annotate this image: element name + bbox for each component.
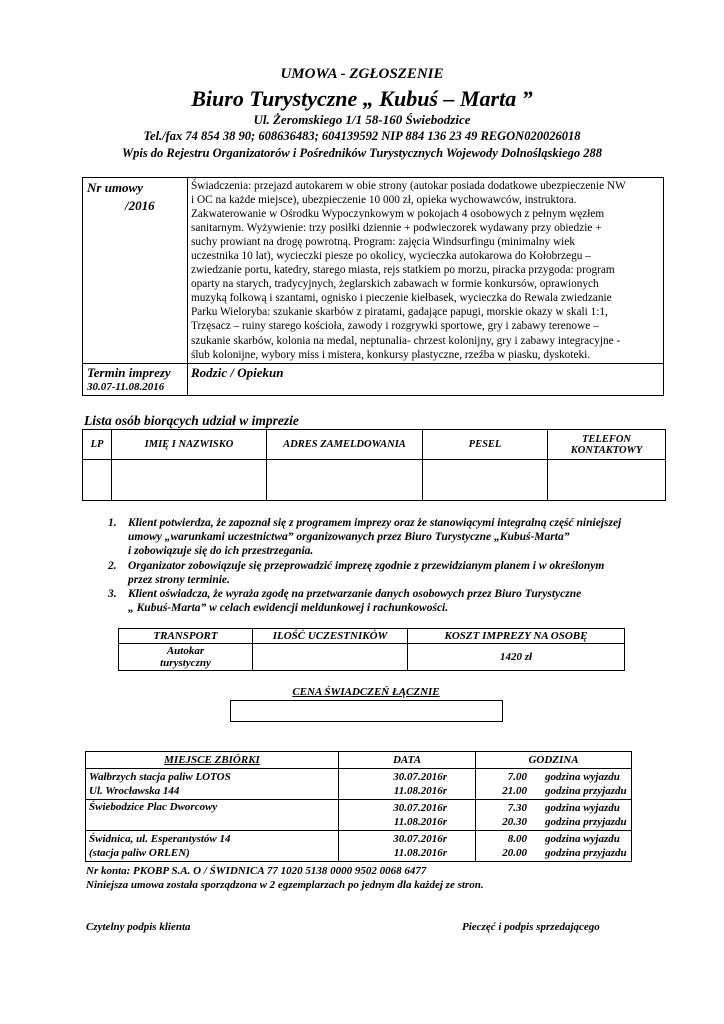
pickup-dates bbox=[339, 800, 476, 831]
address-input[interactable] bbox=[267, 460, 423, 501]
clause-line: „ Kubuś-Marta” w celach ewidencji meldunkowej i rachunkowości. bbox=[128, 602, 449, 615]
date-value: 30.07.2016r bbox=[393, 802, 447, 814]
total-price-field[interactable] bbox=[230, 700, 503, 722]
time-note: godzina wyjazdu bbox=[545, 833, 620, 845]
place-line: Wałbrzych stacja paliw LOTOS bbox=[89, 771, 231, 783]
pickup-times bbox=[476, 800, 632, 831]
bank-account: Nr konta: PKOBP S.A. O / ŚWIDNICA 77 1020 5138 0000 9502 0068 6477 bbox=[86, 865, 427, 877]
pickup-row bbox=[86, 831, 632, 862]
services-line: muzyką folkową i szantami, ognisko i pieczenie kiełbasek, wycieczka do Rewala zwiedzanie bbox=[191, 292, 612, 305]
seller-signature-label: Pieczęć i podpis sprzedającego bbox=[462, 921, 600, 933]
col-address: ADRES ZAMELDOWANIA bbox=[267, 430, 423, 460]
pickup-place-header: MIEJSCE ZBIÓRKI bbox=[86, 752, 339, 769]
transport-header: TRANSPORT bbox=[119, 629, 253, 644]
clause-line: i zobowiązuje się do ich przestrzegania. bbox=[128, 545, 314, 558]
col-phone: TELEFON KONTAKTOWY bbox=[548, 430, 666, 460]
transport-value: Autokar turystyczny bbox=[119, 644, 253, 671]
services-line: Trzęsacz – ruiny starego kościoła, zawody i rozgrywki sportowe, gry i zabawy terenowe – bbox=[191, 320, 599, 333]
company-contact: Tel./fax 74 854 38 90; 608636483; 604139592 NIP 884 136 23 49 REGON020026018 bbox=[143, 129, 581, 143]
copies-note: Niniejsza umowa została sporządzona w 2 egzemplarzach po jednym dla każdej ze stron. bbox=[86, 879, 484, 891]
company-name: Biuro Turystyczne „ Kubuś – Marta ” bbox=[191, 86, 533, 111]
time-note: godzina wyjazdu bbox=[545, 771, 620, 783]
clause-number: 1. bbox=[108, 517, 117, 529]
contract-number-year: /2016 bbox=[125, 198, 155, 213]
participants-heading: Lista osób biorących udział w imprezie bbox=[84, 413, 299, 428]
clause-line: Klient oświadcza, że wyraża zgodę na przetwarzanie danych osobowych przez Biuro Turystyczne bbox=[128, 588, 582, 601]
participants-count-header: ILOŚĆ UCZESTNIKÓW bbox=[253, 629, 408, 644]
pickup-dates bbox=[339, 831, 476, 862]
services-line: uczestnika 10 lat), wycieczki piesze po okolicy, wycieczka autokarowa do Kołobrzegu – bbox=[191, 250, 591, 263]
pickup-place bbox=[86, 769, 339, 800]
term-label: Termin imprezy bbox=[87, 364, 171, 380]
contract-number-label: Nr umowy bbox=[87, 180, 143, 195]
col-lp: LP bbox=[83, 430, 112, 460]
date-value: 11.08.2016r bbox=[393, 816, 447, 828]
pickup-row bbox=[86, 769, 632, 800]
pickup-place bbox=[86, 831, 339, 862]
services-line: oparty na starych, tradycyjnych, żeglarskich zabawach w formie konkursów, oprawionych bbox=[191, 278, 599, 291]
date-value: 11.08.2016r bbox=[393, 785, 447, 797]
place-line bbox=[89, 814, 335, 828]
phone-input[interactable] bbox=[548, 460, 666, 501]
date-value: 30.07.2016r bbox=[393, 833, 447, 845]
col-name: IMIĘ I NAZWISKO bbox=[112, 430, 267, 460]
services-line: sanitarnym. Wyżywienie: trzy posiłki dziennie + podwieczorek wydawany przy obiedzie + bbox=[191, 222, 602, 235]
cost-value: 1420 zł bbox=[408, 644, 625, 671]
time-note: godzina przyjazdu bbox=[545, 785, 627, 797]
services-description bbox=[188, 178, 664, 364]
services-line: szukanie skarbów, kolonia na medal, neptunalia- chrzest kolonijny, gry i zabawy integracyjne - bbox=[191, 334, 621, 347]
clause-line: Klient potwierdza, że zapoznał się z programem imprezy oraz że stanowiącymi integralną część niniejszej bbox=[128, 517, 622, 529]
time-note: godzina wyjazdu bbox=[545, 802, 620, 814]
lp-input[interactable] bbox=[83, 460, 112, 501]
clause-number: 3. bbox=[108, 588, 117, 601]
clause-1 bbox=[108, 516, 621, 559]
time-value: 7.30 bbox=[507, 802, 527, 814]
participants-count-value[interactable] bbox=[253, 644, 408, 671]
contract-number-cell bbox=[83, 178, 188, 364]
place-line: Ul. Wrocławska 144 bbox=[89, 785, 180, 797]
date-value: 11.08.2016r bbox=[393, 847, 447, 859]
services-line: Parku Wieloryba: szukanie skarbów z piratami, gadające papugi, morskie okazy w skali 1:1, bbox=[191, 306, 608, 319]
participants-table bbox=[82, 429, 666, 501]
pickup-table bbox=[85, 751, 632, 862]
time-value: 20.00 bbox=[502, 847, 527, 859]
services-line: Zakwaterowanie w Ośrodku Wypoczynkowym w pokojach 4 osobowych z pełnym węzłem bbox=[191, 208, 605, 221]
services-line: Świadczenia: przejazd autokarem w obie strony (autokar posiada dodatkowe ubezpieczenie NW bbox=[191, 180, 626, 192]
clause-number: 2. bbox=[108, 559, 117, 572]
place-line: (stacja paliw ORLEN) bbox=[89, 847, 190, 859]
time-note: godzina przyjazdu bbox=[545, 847, 627, 859]
registry-entry: Wpis do Rejestru Organizatorów i Pośredników Turystycznych Wojewody Dolnośląskiego 288 bbox=[121, 146, 603, 160]
services-line: i OC na każde miejsce), ubezpieczenie 10 000 zł, opieka wychowawców, instruktora. bbox=[191, 194, 577, 207]
time-value: 21.00 bbox=[502, 785, 527, 797]
parent-guardian-field[interactable] bbox=[188, 363, 664, 395]
parent-guardian-label: Rodzic / Opiekun bbox=[191, 364, 284, 380]
contract-info-table bbox=[82, 177, 664, 396]
pickup-times bbox=[476, 831, 632, 862]
time-value: 7.00 bbox=[507, 771, 527, 783]
document-title: UMOWA - ZGŁOSZENIE bbox=[280, 66, 444, 82]
time-value: 20.30 bbox=[502, 816, 527, 828]
clause-line: umowy „warunkami uczestnictwa” organizowanych przez Biuro Turystyczne „Kubuś-Marta” bbox=[128, 531, 570, 544]
services-line: ślub kolonijne, wybory miss i mistera, konkursy plastyczne, rzeźba w piasku, dyskoteki. bbox=[191, 348, 591, 361]
time-note: godzina przyjazdu bbox=[545, 816, 627, 828]
services-line: zwiedzanie portu, katedry, starego miasta, rejs statkiem po morzu, piracka przygoda: program bbox=[191, 264, 615, 277]
date-value: 30.07.2016r bbox=[393, 771, 447, 783]
clause-3 bbox=[108, 587, 621, 615]
pickup-dates bbox=[339, 769, 476, 800]
place-line: Świdnica, ul. Esperantystów 14 bbox=[89, 833, 231, 845]
clause-line: przez strony terminie. bbox=[128, 573, 230, 586]
pickup-date-header: DATA bbox=[339, 752, 476, 769]
place-line: Świebodzice Plac Dworcowy bbox=[89, 801, 218, 813]
clause-line: Organizator zobowiązuje się przeprowadzić imprezę zgodnie z przewidzianym planem i w określonym bbox=[128, 559, 605, 572]
pickup-times bbox=[476, 769, 632, 800]
clauses-list bbox=[108, 516, 621, 615]
time-value: 8.00 bbox=[507, 833, 527, 845]
services-line: suchy prowiant na drogę powrotną. Program: zajęcia Windsurfingu (minimalny wiek bbox=[191, 236, 575, 249]
pickup-place bbox=[86, 800, 339, 831]
transport-table bbox=[118, 628, 625, 671]
company-address: Ul. Żeromskiego 1/1 58-160 Świebodzice bbox=[253, 112, 471, 127]
term-cell bbox=[83, 363, 188, 395]
col-pesel: PESEL bbox=[423, 430, 548, 460]
name-input[interactable] bbox=[112, 460, 267, 501]
pesel-input[interactable] bbox=[423, 460, 548, 501]
term-dates: 30.07-11.08.2016 bbox=[87, 380, 165, 393]
client-signature-label: Czytelny podpis klienta bbox=[86, 921, 191, 933]
pickup-time-header: GODZINA bbox=[476, 752, 632, 769]
total-price-label: CENA ŚWIADCZEŃ ŁĄCZNIE bbox=[292, 686, 440, 698]
clause-2 bbox=[108, 559, 621, 587]
pickup-row bbox=[86, 800, 632, 831]
cost-header: KOSZT IMPREZY NA OSOBĘ bbox=[408, 629, 625, 644]
